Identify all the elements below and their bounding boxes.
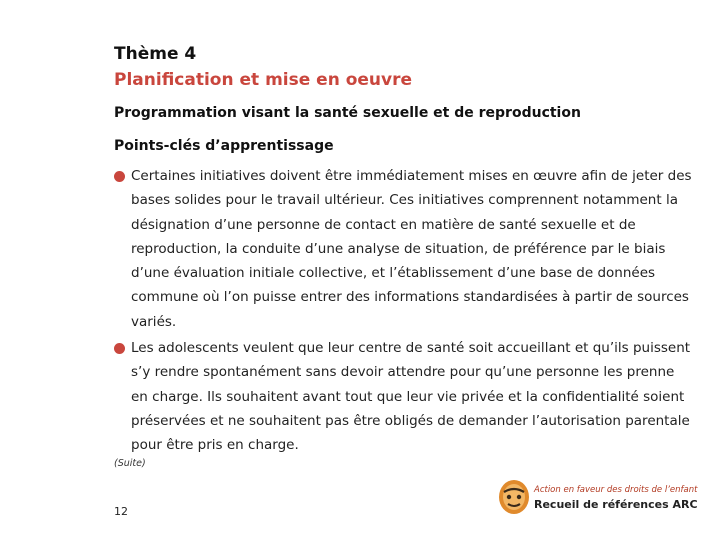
theme-title: Planification et mise en oeuvre — [114, 70, 413, 90]
page-number: 12 — [114, 505, 128, 518]
arc-logo — [498, 478, 710, 518]
key-point-text: Certaines initiatives doivent être immédiatement mises en œuvre afin de jeter des bases solides pour le travail ultérieur. Ces initiatives comprennent notamment la désignation d’une personne de contact en matière de santé sexuelle et de reproduction, la conduite d’une analyse de situation, de préférence par le biais d’une évaluation initiale collective, et l’établissement d’une base de données commune où l’on puisse entrer des informations standardisées à partir de sources variés. — [131, 168, 692, 330]
section-subtitle: Programmation visant la santé sexuelle et de reproduction — [114, 105, 581, 121]
key-point-text: Les adolescents veulent que leur centre de santé soit accueillant et qu’ils puissent s’y rendre spontanément sans devoir attendre pour qu’une personne les prenne en charge. Ils souhaitent avant tout que leur vie privée et la confidentialité soient préservées et ne souhaitent pas être obligés de demander l’autorisation parentale pour être pris en charge. — [131, 340, 691, 454]
arc-emblem-icon — [498, 478, 530, 516]
key-point-item — [114, 336, 694, 457]
key-point-item — [114, 164, 694, 334]
theme-number: Thème 4 — [114, 44, 197, 64]
key-points-list — [114, 164, 694, 458]
continued-note: (Suite) — [114, 458, 146, 469]
key-points-heading: Points-clés d’apprentissage — [114, 138, 334, 154]
logo-tagline: Action en faveur des droits de l’enfant — [534, 485, 698, 495]
bullet-dot-icon — [114, 343, 125, 354]
bullet-dot-icon — [114, 171, 125, 182]
logo-title: Recueil de références ARC — [534, 498, 698, 511]
